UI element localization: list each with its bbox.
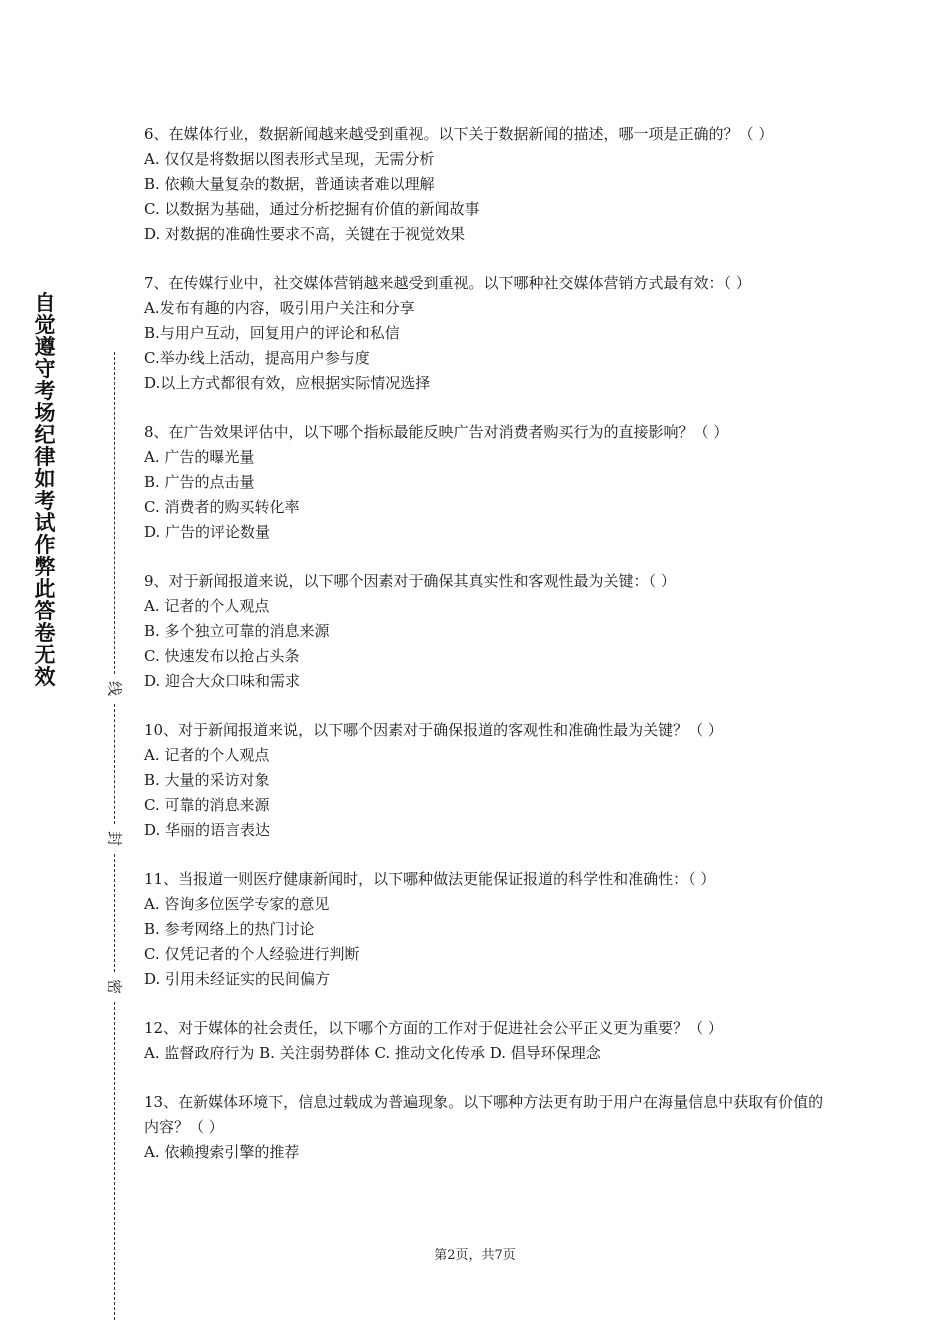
option-d: D. 迎合大众口味和需求 bbox=[144, 672, 301, 690]
option-a: A. 依赖搜索引擎的推荐 bbox=[144, 1143, 300, 1161]
question-text: 12、对于媒体的社会责任，以下哪个方面的工作对于促进社会公平正义更为重要？（ ） bbox=[144, 1019, 723, 1037]
option-a: A. 仅仅是将数据以图表形式呈现，无需分析 bbox=[144, 150, 435, 168]
notice-char: 场 bbox=[34, 401, 56, 425]
option-d: D. 广告的评论数量 bbox=[144, 523, 271, 541]
binding-mark-line: 线 bbox=[105, 678, 126, 700]
question-list bbox=[144, 122, 824, 1189]
option-d: D. 引用未经证实的民间偏方 bbox=[144, 970, 331, 988]
dash-segment bbox=[114, 352, 115, 674]
question-text: 6、在媒体行业，数据新闻越来越受到重视。以下关于数据新闻的描述，哪一项是正确的？（ ） bbox=[144, 125, 774, 143]
notice-char: 卷 bbox=[34, 621, 56, 645]
question-13 bbox=[144, 1090, 824, 1165]
question-7 bbox=[144, 271, 824, 396]
question-text: 8、在广告效果评估中，以下哪个指标最能反映广告对消费者购买行为的直接影响？（ ） bbox=[144, 423, 729, 441]
binding-line bbox=[100, 352, 130, 1320]
notice-char: 无 bbox=[34, 643, 56, 667]
option-b: B.与用户互动，回复用户的评论和私信 bbox=[144, 324, 400, 342]
dash-segment bbox=[114, 1002, 115, 1320]
notice-char: 守 bbox=[34, 357, 56, 381]
options-inline: A. 监督政府行为 B. 关注弱势群体 C. 推动文化传承 D. 倡导环保理念 bbox=[144, 1044, 601, 1062]
option-b: B. 依赖大量复杂的数据，普通读者难以理解 bbox=[144, 175, 435, 193]
option-c: C. 消费者的购买转化率 bbox=[144, 498, 300, 516]
question-text: 7、在传媒行业中，社交媒体营销越来越受到重视。以下哪种社交媒体营销方式最有效：（ ） bbox=[144, 274, 751, 292]
notice-char: 答 bbox=[34, 599, 56, 623]
option-b: B. 广告的点击量 bbox=[144, 473, 255, 491]
dash-segment bbox=[114, 704, 115, 824]
notice-char: 觉 bbox=[34, 313, 56, 337]
notice-char: 作 bbox=[34, 533, 56, 557]
question-12 bbox=[144, 1016, 824, 1066]
option-b: B. 参考网络上的热门讨论 bbox=[144, 920, 315, 938]
option-a: A. 咨询多位医学专家的意见 bbox=[144, 895, 330, 913]
option-d: D.以上方式都很有效，应根据实际情况选择 bbox=[144, 374, 431, 392]
notice-char: 考 bbox=[34, 379, 56, 403]
notice-char: 纪 bbox=[34, 423, 56, 447]
question-text: 9、对于新闻报道来说，以下哪个因素对于确保其真实性和客观性最为关键：（ ） bbox=[144, 572, 676, 590]
option-c: C.举办线上活动，提高用户参与度 bbox=[144, 349, 370, 367]
option-c: C. 快速发布以抢占头条 bbox=[144, 647, 300, 665]
option-b: B. 多个独立可靠的消息来源 bbox=[144, 622, 330, 640]
option-d: D. 华丽的语言表达 bbox=[144, 821, 271, 839]
option-c: C. 可靠的消息来源 bbox=[144, 796, 270, 814]
exam-rules-notice bbox=[30, 292, 60, 688]
question-text: 11、当报道一则医疗健康新闻时，以下哪种做法更能保证报道的科学性和准确性：（ ） bbox=[144, 870, 716, 888]
option-a: A. 广告的曝光量 bbox=[144, 448, 255, 466]
question-8 bbox=[144, 420, 824, 545]
binding-mark-secret: 密 bbox=[105, 976, 126, 998]
question-9 bbox=[144, 569, 824, 694]
notice-char: 遵 bbox=[34, 335, 56, 359]
notice-char: 试 bbox=[34, 511, 56, 535]
notice-char: 如 bbox=[34, 467, 56, 491]
question-11 bbox=[144, 867, 824, 992]
option-d: D. 对数据的准确性要求不高，关键在于视觉效果 bbox=[144, 225, 466, 243]
binding-mark-seal: 封 bbox=[105, 828, 126, 850]
option-a: A. 记者的个人观点 bbox=[144, 746, 270, 764]
notice-char: 考 bbox=[34, 489, 56, 513]
question-10 bbox=[144, 718, 824, 843]
notice-char: 律 bbox=[34, 445, 56, 469]
notice-char: 此 bbox=[34, 577, 56, 601]
option-a: A.发布有趣的内容，吸引用户关注和分享 bbox=[144, 299, 415, 317]
notice-char: 效 bbox=[34, 665, 56, 689]
notice-char: 弊 bbox=[34, 555, 56, 579]
question-text: 13、在新媒体环境下，信息过载成为普遍现象。以下哪种方法更有助于用户在海量信息中获取有价值的内容？（ ） bbox=[144, 1093, 824, 1136]
page-number: 第2页，共7页 bbox=[434, 1248, 516, 1263]
question-6 bbox=[144, 122, 824, 247]
question-text: 10、对于新闻报道来说，以下哪个因素对于确保报道的客观性和准确性最为关键？（ ） bbox=[144, 721, 723, 739]
dash-segment bbox=[114, 854, 115, 972]
option-c: C. 仅凭记者的个人经验进行判断 bbox=[144, 945, 360, 963]
option-a: A. 记者的个人观点 bbox=[144, 597, 270, 615]
option-c: C. 以数据为基础，通过分析挖掘有价值的新闻故事 bbox=[144, 200, 480, 218]
option-b: B. 大量的采访对象 bbox=[144, 771, 270, 789]
notice-char: 自 bbox=[34, 291, 56, 315]
